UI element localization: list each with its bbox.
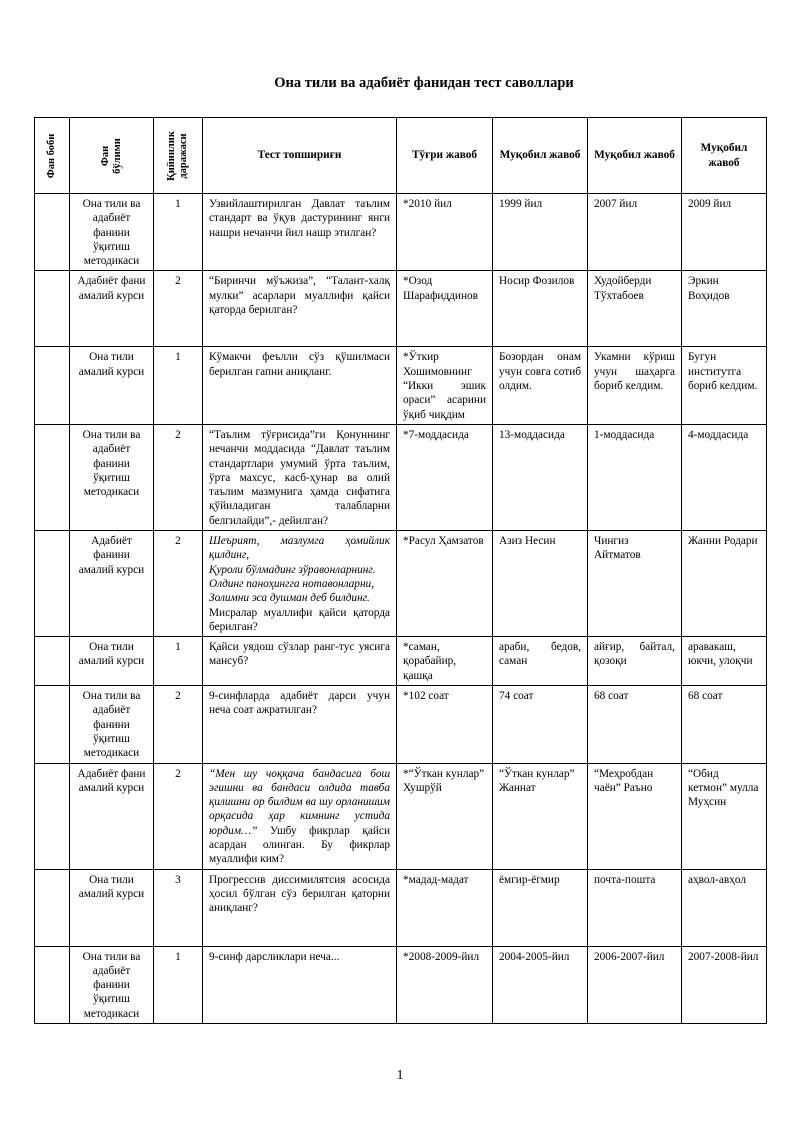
table-row <box>35 194 767 271</box>
quote-text: “Мен шу чоққача бандасига бош эгишни ва бандаси олдида тавба қилишни ор билдим ва шу орланишим орқасида ҳар кимнинг устида юрдим…” <box>209 767 390 837</box>
cell-level: 3 <box>154 869 203 946</box>
cell-bulim: Она тили ва адабиёт фанини ўқитиш методикаси <box>70 686 154 763</box>
cell-alt-1: Бозордан онам учун совга сотиб олдим. <box>493 347 588 424</box>
cell-alt-3: “Обид кетмон” мулла Муҳсин <box>682 763 767 869</box>
page-number: 1 <box>396 1068 404 1083</box>
cell-level: 2 <box>154 271 203 347</box>
cell-bob <box>35 763 70 869</box>
table-row <box>35 763 767 869</box>
header-qiyinlik-line1: Қийинлик <box>166 130 177 181</box>
header-row <box>35 118 767 194</box>
header-muqobil-2: Муқобил жавоб <box>588 118 682 194</box>
cell-alt-2: Чингиз Айтматов <box>588 531 682 637</box>
cell-question <box>203 531 397 637</box>
cell-level: 2 <box>154 424 203 530</box>
cell-alt-3: 2007-2008-йил <box>682 946 767 1023</box>
cell-alt-1: Азиз Несин <box>493 531 588 637</box>
cell-alt-2: почта-пошта <box>588 869 682 946</box>
cell-level: 2 <box>154 763 203 869</box>
cell-question: 9-синфларда адабиёт дарси учун неча соат ажратилган? <box>203 686 397 763</box>
test-table <box>34 117 767 1024</box>
table-row <box>35 424 767 530</box>
cell-bulim: Она тили ва адабиёт фанини ўқитиш методикаси <box>70 194 154 271</box>
cell-bob <box>35 271 70 347</box>
cell-alt-1: 74 соат <box>493 686 588 763</box>
cell-alt-3: аравакаш, юкчи, улоқчи <box>682 637 767 686</box>
cell-bob <box>35 347 70 424</box>
cell-alt-3: аҳвол-авҳол <box>682 869 767 946</box>
cell-alt-3: 2009 йил <box>682 194 767 271</box>
cell-level: 2 <box>154 531 203 637</box>
cell-bulim: Адабиёт фанини амалий курси <box>70 531 154 637</box>
cell-level: 1 <box>154 194 203 271</box>
cell-question: “Таълим тўғрисида”ги Қонуннинг нечанчи моддасида “Давлат таълим стандартлари умумий ўрта таълим, ўрта махсус, касб-ҳунар ва олий таълим мазмунига ҳамда сифатига қўйиладиган талабларни белгилайди”,- дейилган? <box>203 424 397 530</box>
cell-alt-2: айғир, байтал, қозоқи <box>588 637 682 686</box>
header-togri: Тўғри жавоб <box>397 118 493 194</box>
header-fan-bulimi-line1: Фан <box>99 145 111 166</box>
cell-alt-1: 2004-2005-йил <box>493 946 588 1023</box>
cell-bob <box>35 686 70 763</box>
header-muqobil-1: Муқобил жавоб <box>493 118 588 194</box>
question-text: Ушбу фикрлар қайси асардан олинган. Бу фикрлар муаллифи ким? <box>209 824 390 866</box>
cell-alt-2: 1-моддасида <box>588 424 682 530</box>
cell-bulim: Адабиёт фани амалий курси <box>70 763 154 869</box>
cell-alt-3: 4-моддасида <box>682 424 767 530</box>
cell-bulim: Она тили ва адабиёт фанини ўқитиш методикаси <box>70 424 154 530</box>
table-row <box>35 347 767 424</box>
table-row <box>35 271 767 347</box>
cell-alt-3: Бугун институтга бориб келдим. <box>682 347 767 424</box>
cell-alt-3: Эркин Воҳидов <box>682 271 767 347</box>
header-test: Тест топшириғи <box>203 118 397 194</box>
cell-correct: *Озод Шарафиддинов <box>397 271 493 347</box>
cell-bob <box>35 946 70 1023</box>
cell-alt-1: ёмгир-ёгмир <box>493 869 588 946</box>
page-title: Она тили ва адабиёт фанидан тест саволлари <box>274 75 574 91</box>
cell-bob <box>35 531 70 637</box>
cell-alt-2: Укамни кўриш учун шаҳарга бориб келдим. <box>588 347 682 424</box>
cell-question: Қайси уядош сўзлар ранг-тус уясига мансуб? <box>203 637 397 686</box>
poem-line-1: Шеърият, мазлумга ҳомийлик қилдинг, <box>209 535 390 562</box>
cell-correct: *мадад-мадат <box>397 869 493 946</box>
cell-alt-1: 1999 йил <box>493 194 588 271</box>
cell-alt-1: “Ўткан кунлар” Жаннат <box>493 763 588 869</box>
cell-correct: *Расул Ҳамзатов <box>397 531 493 637</box>
cell-question: Кўмакчи феълли сўз қўшилмаси берилган гапни аниқланг. <box>203 347 397 424</box>
cell-correct: *2008-2009-йил <box>397 946 493 1023</box>
cell-question: Узвийлаштирилган Давлат таълим стандарт ва ўқув дастурининг янги нашри нечанчи йил нашр этилган? <box>203 194 397 271</box>
cell-alt-3: 68 соат <box>682 686 767 763</box>
table-row <box>35 946 767 1023</box>
header-fan-bulimi-line2: бўлими <box>111 137 123 174</box>
cell-alt-3: Жанни Родари <box>682 531 767 637</box>
header-qiyinlik <box>154 118 203 194</box>
table-row <box>35 637 767 686</box>
cell-bob <box>35 424 70 530</box>
cell-question: 9-синф дарсликлари неча... <box>203 946 397 1023</box>
poem-line-4: Золимни эса душман деб билдинг. <box>209 592 370 605</box>
cell-correct: *саман, қорабайир, қашқа <box>397 637 493 686</box>
cell-question: “Биринчи мўъжиза”, “Талант-халқ мулки” асарлари муаллифи қайси қаторда берилган? <box>203 271 397 347</box>
cell-bob <box>35 869 70 946</box>
header-fan-bulimi <box>70 118 154 194</box>
cell-question: Прогрессив диссимилятсия асосида ҳосил бўлган сўз берилган қаторни аниқланг? <box>203 869 397 946</box>
cell-alt-1: араби, бедов, саман <box>493 637 588 686</box>
cell-bulim: Она тили ва адабиёт фанини ўқитиш методикаси <box>70 946 154 1023</box>
header-fan-bobi <box>35 118 70 194</box>
table-row <box>35 686 767 763</box>
header-fan-bobi-label: Фан боби <box>46 133 57 178</box>
cell-correct: *Ўткир Хошимовнинг “Икки эшик ораси” асарини ўқиб чиқдим <box>397 347 493 424</box>
cell-correct: *“Ўткан кунлар” Хушрўй <box>397 763 493 869</box>
table-row <box>35 869 767 946</box>
cell-alt-1: 13-моддасида <box>493 424 588 530</box>
cell-bob <box>35 194 70 271</box>
cell-alt-2: 2006-2007-йил <box>588 946 682 1023</box>
cell-bulim: Адабиёт фани амалий курси <box>70 271 154 347</box>
cell-level: 2 <box>154 686 203 763</box>
cell-bob <box>35 637 70 686</box>
cell-alt-2: 2007 йил <box>588 194 682 271</box>
table-row <box>35 531 767 637</box>
cell-bulim: Она тили амалий курси <box>70 869 154 946</box>
cell-level: 1 <box>154 946 203 1023</box>
cell-alt-1: Носир Фозилов <box>493 271 588 347</box>
question-text: Мисралар муаллифи қайси қаторда берилган? <box>209 606 390 633</box>
cell-alt-2: “Меҳробдан чаён” Раъно <box>588 763 682 869</box>
cell-level: 1 <box>154 347 203 424</box>
cell-question <box>203 763 397 869</box>
cell-correct: *7-моддасида <box>397 424 493 530</box>
poem-line-2: Қуроли бўлмадинг зўравонларнинг. <box>209 563 376 576</box>
cell-bulim: Она тили амалий курси <box>70 347 154 424</box>
cell-level: 1 <box>154 637 203 686</box>
cell-bulim: Она тили амалий курси <box>70 637 154 686</box>
header-qiyinlik-line2: даражаси <box>178 132 189 179</box>
cell-alt-2: Худойберди Тўхтабоев <box>588 271 682 347</box>
cell-alt-2: 68 соат <box>588 686 682 763</box>
cell-correct: *2010 йил <box>397 194 493 271</box>
cell-correct: *102 соат <box>397 686 493 763</box>
poem-line-3: Олдинг паноҳингга нотавонларни, <box>209 577 375 590</box>
header-muqobil-3: Муқобил жавоб <box>682 118 767 194</box>
